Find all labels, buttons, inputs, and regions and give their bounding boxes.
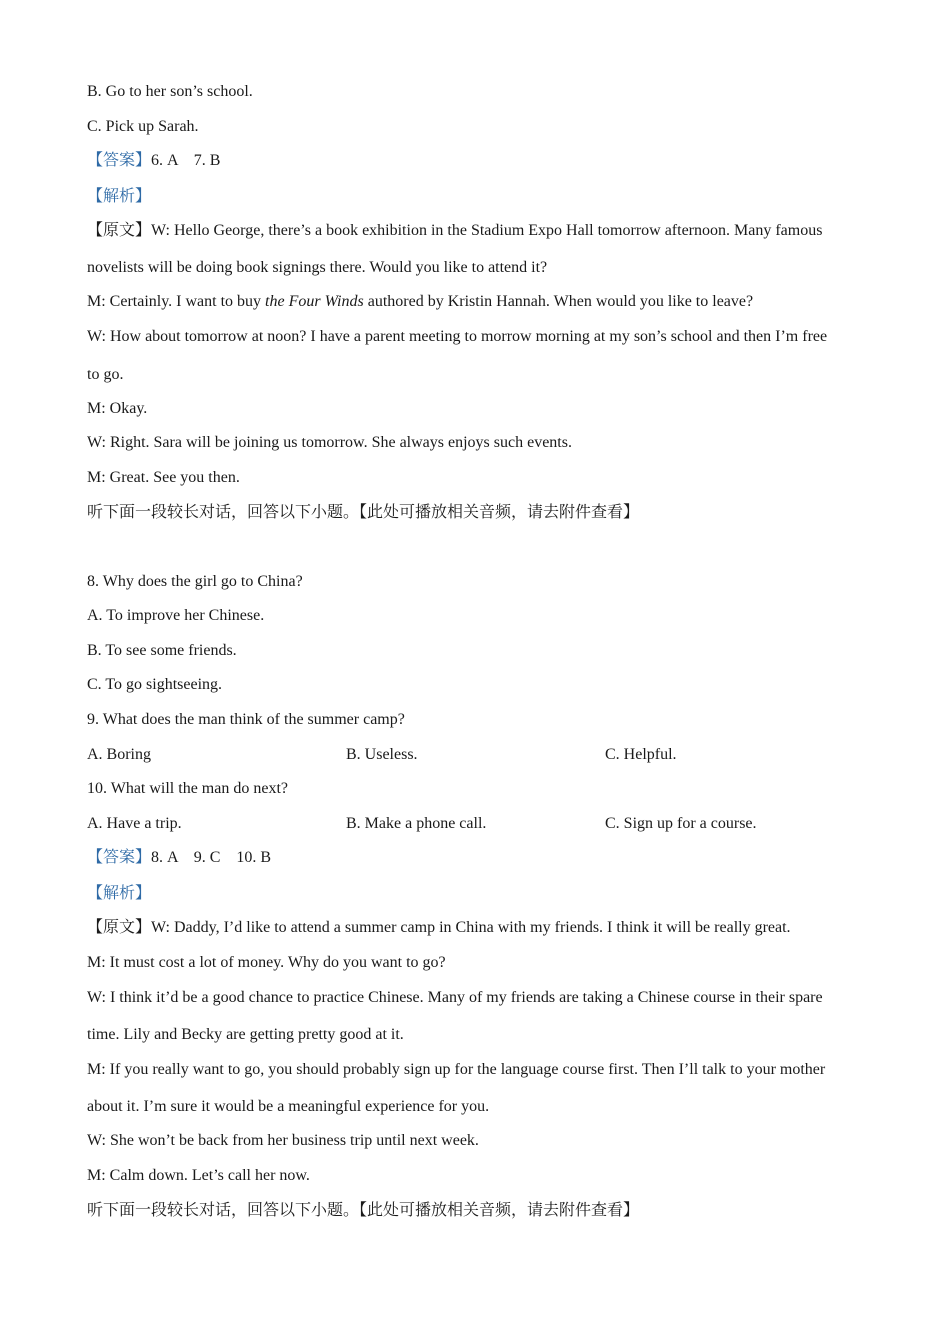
transcript-1-line-2: novelists will be doing book signings there. Would you like to attend it? [87,259,548,276]
option-7c: C. Pick up Sarah. [87,118,199,135]
instruction-2: 听下面一段较长对话，回答以下小题。【此处可播放相关音频，请去附件查看】 [87,1202,640,1219]
transcript-2-line-5: M: If you really want to go, you should probably sign up for the language course first. Then I’ll talk to your mother [87,1061,826,1078]
answer-line-2 [87,848,271,868]
question-9: 9. What does the man think of the summer camp? [87,711,405,728]
answer-line-1 [87,151,220,171]
option-10c: C. Sign up for a course. [605,815,757,832]
option-8c: C. To go sightseeing. [87,676,223,693]
transcript-2-line-1: 【原文】W: Daddy, I’d like to attend a summer camp in China with my friends. I think it will be really great. [87,919,791,936]
transcript-2-line-4: time. Lily and Becky are getting pretty good at it. [87,1026,404,1043]
question-8: 8. Why does the girl go to China? [87,573,303,590]
transcript-1-line-5: to go. [87,366,124,383]
transcript-1-line-7: W: Right. Sara will be joining us tomorrow. She always enjoys such events. [87,434,572,451]
answer-text: 8. A 9. C 10. B [151,849,272,866]
transcript-1-line-8: M: Great. See you then. [87,469,240,486]
transcript-2-line-7: W: She won’t be back from her business trip until next week. [87,1132,479,1149]
transcript-tag: 【原文】 [87,919,152,936]
analysis-tag-1: 【解析】 [87,188,152,205]
answer-text: 6. A 7. B [151,152,221,169]
option-10a: A. Have a trip. [87,815,182,832]
option-9b: B. Useless. [346,746,418,763]
transcript-2-line-2: M: It must cost a lot of money. Why do you want to go? [87,954,446,971]
option-9c: C. Helpful. [605,746,677,763]
transcript-1-line-3: M: Certainly. I want to buy the Four Winds authored by Kristin Hannah. When would you like to leave? [87,293,754,310]
analysis-tag-2: 【解析】 [87,885,152,902]
transcript-1-line-1: 【原文】W: Hello George, there’s a book exhibition in the Stadium Expo Hall tomorrow afternoon. Many famous [87,222,823,239]
option-9a: A. Boring [87,746,151,763]
transcript-2-line-8: M: Calm down. Let’s call her now. [87,1167,310,1184]
transcript-1-line-6: M: Okay. [87,400,148,417]
instruction-1: 听下面一段较长对话，回答以下小题。【此处可播放相关音频，请去附件查看】 [87,504,640,521]
option-7b: B. Go to her son’s school. [87,83,253,100]
option-8a: A. To improve her Chinese. [87,607,265,624]
answer-tag: 【答案】 [87,849,152,866]
answer-tag: 【答案】 [87,152,152,169]
option-8b: B. To see some friends. [87,642,237,659]
transcript-1-line-4: W: How about tomorrow at noon? I have a parent meeting to morrow morning at my son’s school and then I’m free [87,328,828,345]
transcript-2-line-3: W: I think it’d be a good chance to practice Chinese. Many of my friends are taking a Chinese course in their spare [87,989,823,1006]
transcript-2-line-6: about it. I’m sure it would be a meaningful experience for you. [87,1098,490,1115]
question-10: 10. What will the man do next? [87,780,288,797]
transcript-tag: 【原文】 [87,222,152,239]
option-10b: B. Make a phone call. [346,815,487,832]
book-title: the Four Winds [265,293,364,310]
